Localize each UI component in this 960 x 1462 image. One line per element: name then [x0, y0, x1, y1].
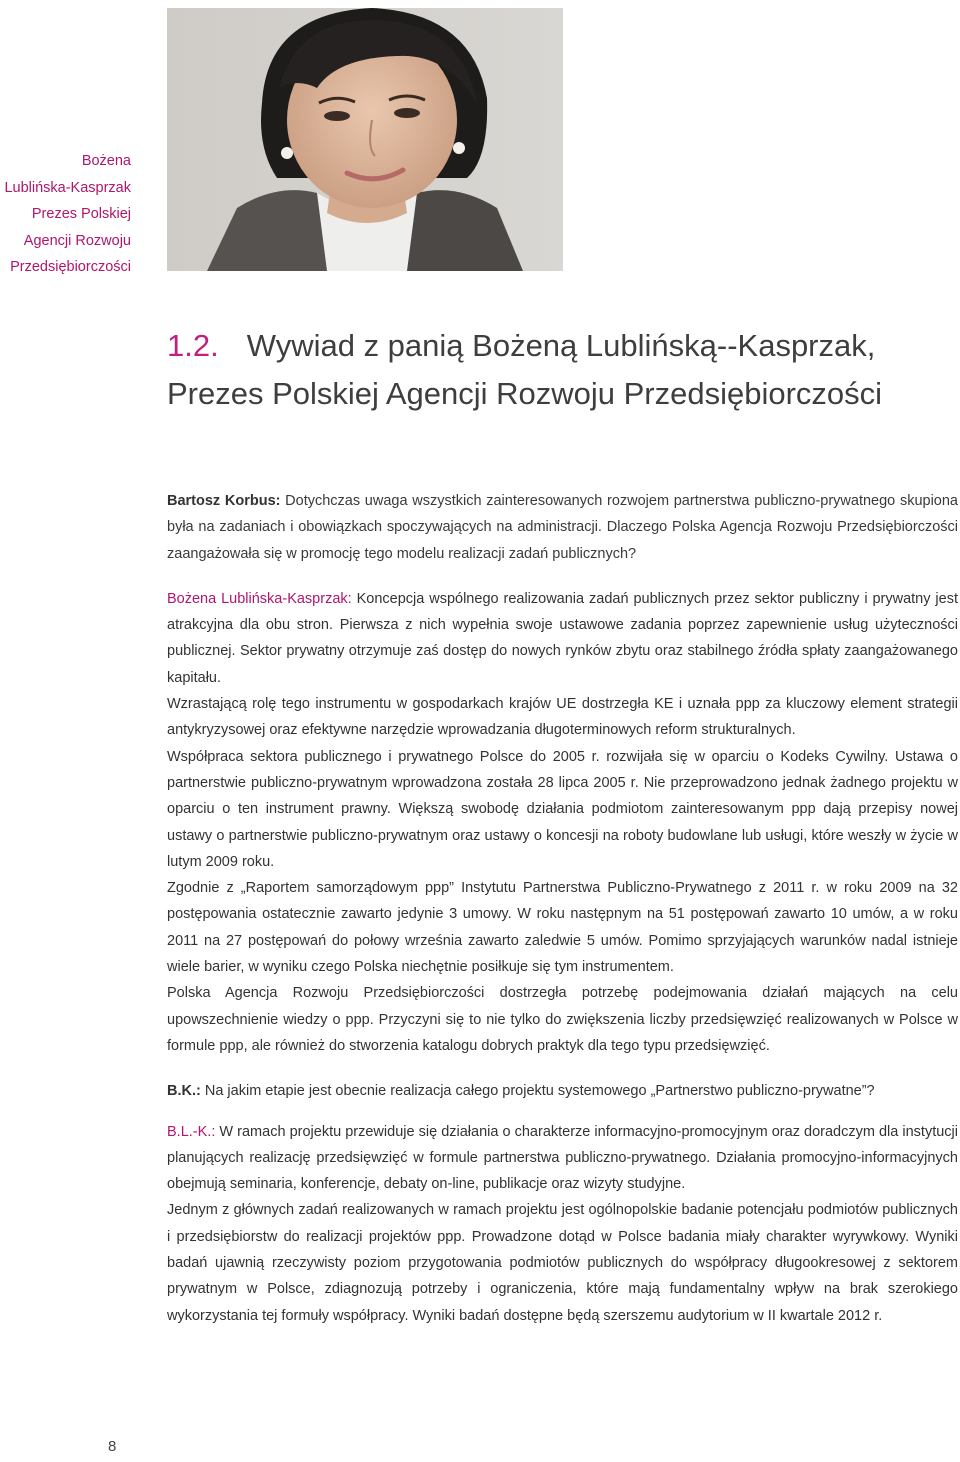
- caption-name-first: Bożena: [81, 153, 131, 169]
- answer-2-speaker: B.L.-K.:: [167, 1123, 216, 1140]
- question-1-speaker: Bartosz Korbus:: [167, 493, 281, 509]
- photo-caption: [0, 148, 131, 281]
- answer-2-text-1: W ramach projektu przewiduje się działania o charakterze informacyjno-promocyjnym oraz doradczym dla instytucji planujących realizację przedsięwzięć w formule partnerstwa publiczno-prywatnego. Działania promocyjno-informacyjnych obejmują seminaria, konferencje, debaty on-line, publikacje oraz wizyty studyjne.: [167, 1123, 958, 1193]
- section-title: Wywiad z panią Bożeną Lublińską--Kasprzak, Prezes Polskiej Agencji Rozwoju Przedsiębiorczości: [167, 328, 883, 411]
- question-1: [167, 488, 958, 567]
- section-heading: [167, 322, 947, 418]
- answer-1-paragraph-1: [167, 586, 958, 691]
- answer-1-paragraph-5: Polska Agencja Rozwoju Przedsiębiorczości dostrzegła potrzebę podejmowania działań mających na celu upowszechnienie wiedzy o ppp. Przyczyni się to nie tylko do zwiększenia liczby przedsięwzięć realizowanych w Polsce w formule ppp, ale również do stworzenia katalogu dobrych praktyk dla tego typu przedsięwzięć.: [167, 985, 958, 1054]
- answer-2-paragraph-2: Jednym z głównych zadań realizowanych w ramach projektu jest ogólnopolskie badanie potencjału podmiotów publicznych i przedsiębiorstw do realizacji projektów ppp. Prowadzone dotąd w Polsce badania miały charakter wyrywkowy. Wyniki badań ujawnią rzeczywisty poziom przygotowania podmiotów publicznych do współpracy długookresowej z sektorem prywatnym w Polsce, zdiagnozują potrzeby i ograniczenia, które mają fundamentalny wpływ na brak szerokiego wykorzystania tej formuły współpracy. Wyniki badań dostępne będą szerszemu audytorium w II kwartale 2012 r.: [167, 1202, 958, 1324]
- section-number: 1.2.: [167, 328, 219, 363]
- answer-1-text-1: Koncepcja wspólnego realizowania zadań publicznych przez sektor publiczny i prywatny jest atrakcyjna dla obu stron. Pierwsza z nich wypełnia swoje ustawowe zadania poprzez zapewnienie usług użyteczności publicznej. Sektor prywatny otrzymuje zaś dostęp do nowych rynków zbytu oraz stabilnego źródła spłaty zaangażowanego kapitału.: [167, 590, 958, 686]
- answer-1-paragraph-2: Wzrastającą rolę tego instrumentu w gospodarkach krajów UE dostrzegła KE i uznała ppp za kluczowy element strategii antykryzysowej oraz efektywne narzędzie wprowadzania długoterminowych reform strukturalnych.: [167, 696, 958, 739]
- answer-1-speaker: Bożena Lublińska-Kasprzak:: [167, 590, 352, 607]
- caption-name-last: Lublińska-Kasprzak: [4, 179, 131, 196]
- question-2-text: Na jakim etapie jest obecnie realizacja całego projektu systemowego „Partnerstwo publiczno-prywatne”?: [200, 1083, 875, 1100]
- caption-role-line3: Przedsiębiorczości: [10, 259, 131, 275]
- portrait-illustration: [167, 8, 563, 271]
- answer-2-paragraph-1: [167, 1119, 958, 1198]
- portrait-photo: [167, 8, 563, 271]
- caption-role-line1: Prezes Polskiej: [31, 206, 131, 222]
- answer-1-paragraph-3: Współpraca sektora publicznego i prywatnego Polsce do 2005 r. rozwijała się w oparciu o Kodeks Cywilny. Ustawa o partnerstwie publiczno-prywatnym wprowadzona została 28 lipca 2005 r. Nie przeprowadzono jednak żadnego projektu w oparciu o ten instrument prawny. Większą swobodę działania podmiotom zainteresowanym ppp dają przepisy nowej ustawy o partnerstwie publiczno-prywatnym oraz ustawy o koncesji na roboty budowlane lub usługi, które weszły w życie w lutym 2009 roku.: [167, 748, 958, 870]
- page-number: 8: [108, 1438, 117, 1455]
- question-2: [167, 1078, 958, 1104]
- caption-role-line2: Agencji Rozwoju: [23, 232, 131, 249]
- question-1-text: Dotychczas uwaga wszystkich zainteresowanych rozwojem partnerstwa publiczno-prywatnego skupiona była na zadaniach i obowiązkach spoczywających na administracji. Dlaczego Polska Agencja Rozwoju Przedsiębiorczości zaangażowała się w promocję tego modelu realizacji zadań publicznych?: [167, 493, 958, 562]
- answer-1-paragraph-4: Zgodnie z „Raportem samorządowym ppp” Instytutu Partnerstwa Publiczno-Prywatnego z 2011 r. w roku 2009 na 32 postępowania ostatecznie zawarto jedynie 3 umowy. W roku następnym na 51 postępowań zawarto 10 umów, a w roku 2011 na 27 postępowań do połowy września zawarto zaledwie 5 umów. Pomimo sprzyjających warunków nadal istnieje wiele barier, w wyniku czego Polska niechętnie posiłkuje się tym instrumentem.: [167, 880, 958, 976]
- question-2-speaker: B.K.:: [167, 1083, 201, 1100]
- interview-body: [167, 488, 958, 1329]
